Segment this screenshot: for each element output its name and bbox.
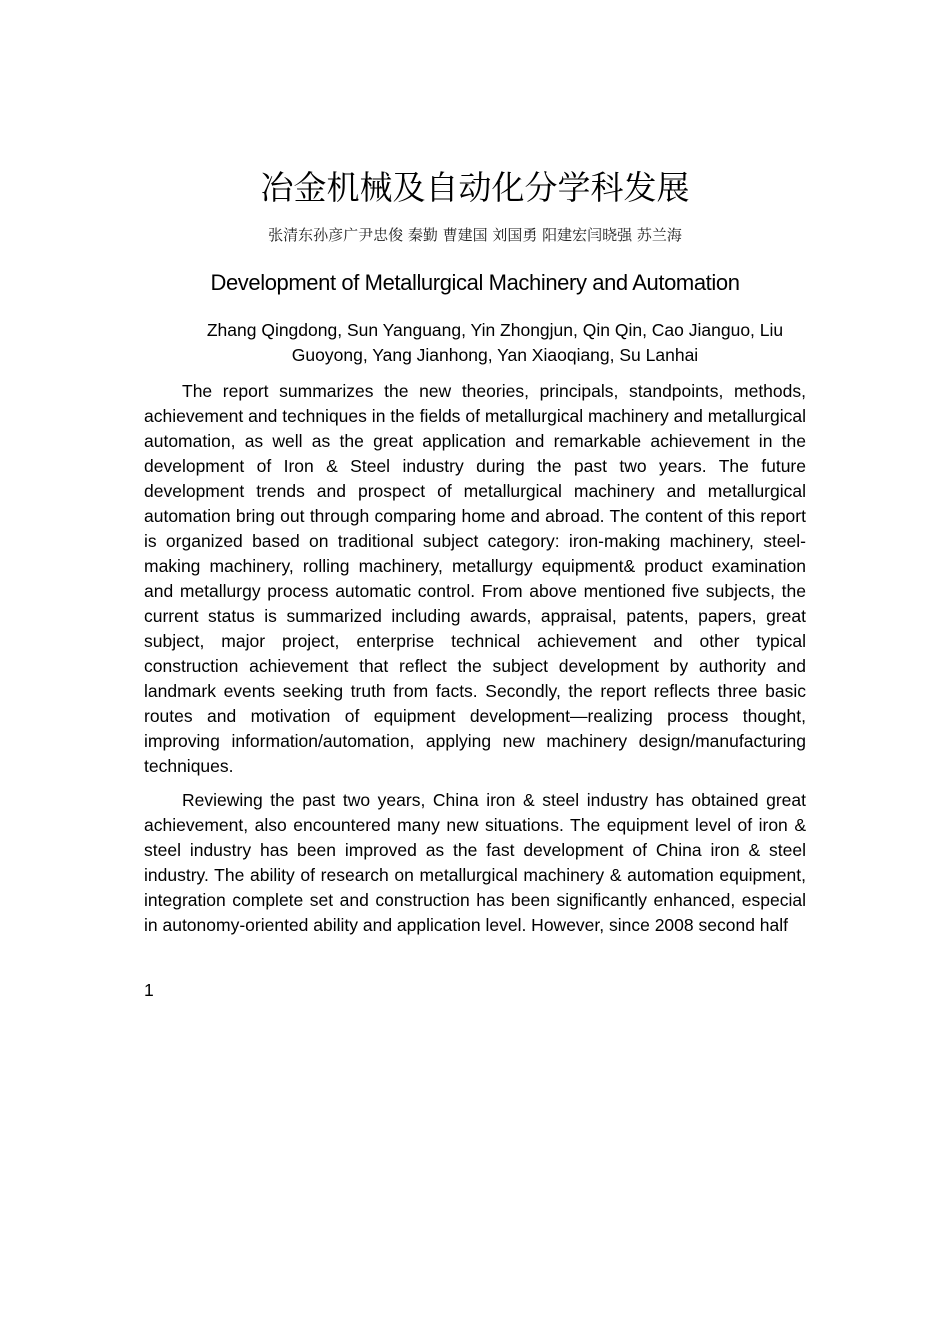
abstract-paragraph-1: The report summarizes the new theories, principals, standpoints, methods, achievement and techniques in the fields of metallurgical machinery and metallurgical automation, as well as the great application and remarkable achievement in the development of Iron & Steel industry during the past two years. The future development trends and prospect of metallurgical machinery and metallurgical automation bring out through comparing home and abroad. The content of this report is organized based on traditional subject category: iron-making machinery, steel-making machinery, rolling machinery, metallurgy equipment& product examination and metallurgy process automatic control. From above mentioned five subjects, the current status is summarized including awards, appraisal, patents, papers, great subject, major project, enterprise technical achievement and other typical construction achievement that reflect the subject development by authority and landmark events seeking truth from facts. Secondly, the report reflects three basic routes and motivation of equipment development—realizing process thought, improving information/automation, applying new machinery design/manufacturing techniques.	[144, 381, 806, 776]
chinese-title: 冶金机械及自动化分学科发展	[260, 168, 690, 207]
chinese-authors: 张清东孙彦广尹忠俊 秦勤 曹建国 刘国勇 阳建宏闫晓强 苏兰海	[268, 226, 682, 244]
page-number: 1	[144, 980, 154, 1000]
abstract-paragraph-2: Reviewing the past two years, China iron & steel industry has obtained great achievement, also encountered many new situations. The equipment level of iron & steel industry has been improved as the fast development of China iron & steel industry. The ability of research on metallurgical machinery & automation equipment, integration complete set and construction has been significantly enhanced, especial in autonomy-oriented ability and application level. However, since 2008 second half	[144, 790, 806, 935]
english-title: Development of Metallurgical Machinery and Automation	[210, 270, 740, 295]
english-authors: Zhang Qingdong, Sun Yanguang, Yin Zhongjun, Qin Qin, Cao Jianguo, Liu Guoyong, Yang Jianhong, Yan Xiaoqiang, Su Lanhai	[206, 320, 784, 365]
